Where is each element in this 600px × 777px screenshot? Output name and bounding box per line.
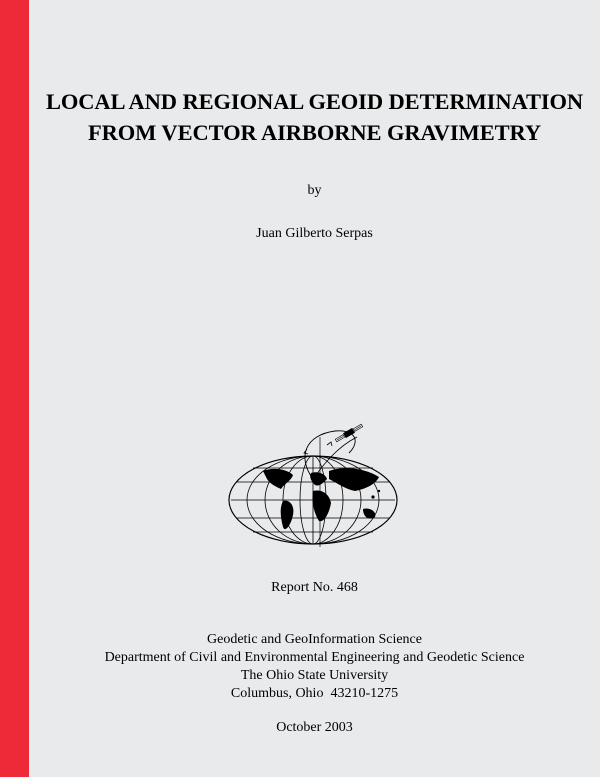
title-line-2: FROM VECTOR AIRBORNE GRAVIMETRY: [87, 120, 542, 145]
affiliation-line: Columbus, Ohio 43210-1275: [230, 686, 399, 701]
affiliation-line: The Ohio State University: [240, 668, 389, 683]
publication-date: October 2003: [276, 720, 353, 735]
report-number: Report No. 468: [271, 580, 358, 595]
title-line-1: LOCAL AND REGIONAL GEOID DETERMINATION: [45, 89, 584, 114]
author-name: Juan Gilberto Serpas: [256, 226, 373, 241]
cover-spine-bar: [0, 0, 29, 777]
affiliation-line: Geodetic and GeoInformation Science: [207, 632, 422, 647]
affiliation-block: [29, 631, 600, 703]
by-label: by: [307, 183, 322, 198]
affiliation-line: Department of Civil and Environmental Engineering and Geodetic Science: [104, 650, 525, 665]
document-title: [29, 86, 600, 148]
globe-with-satellite-icon: [227, 417, 402, 547]
cover-page: [29, 0, 600, 777]
